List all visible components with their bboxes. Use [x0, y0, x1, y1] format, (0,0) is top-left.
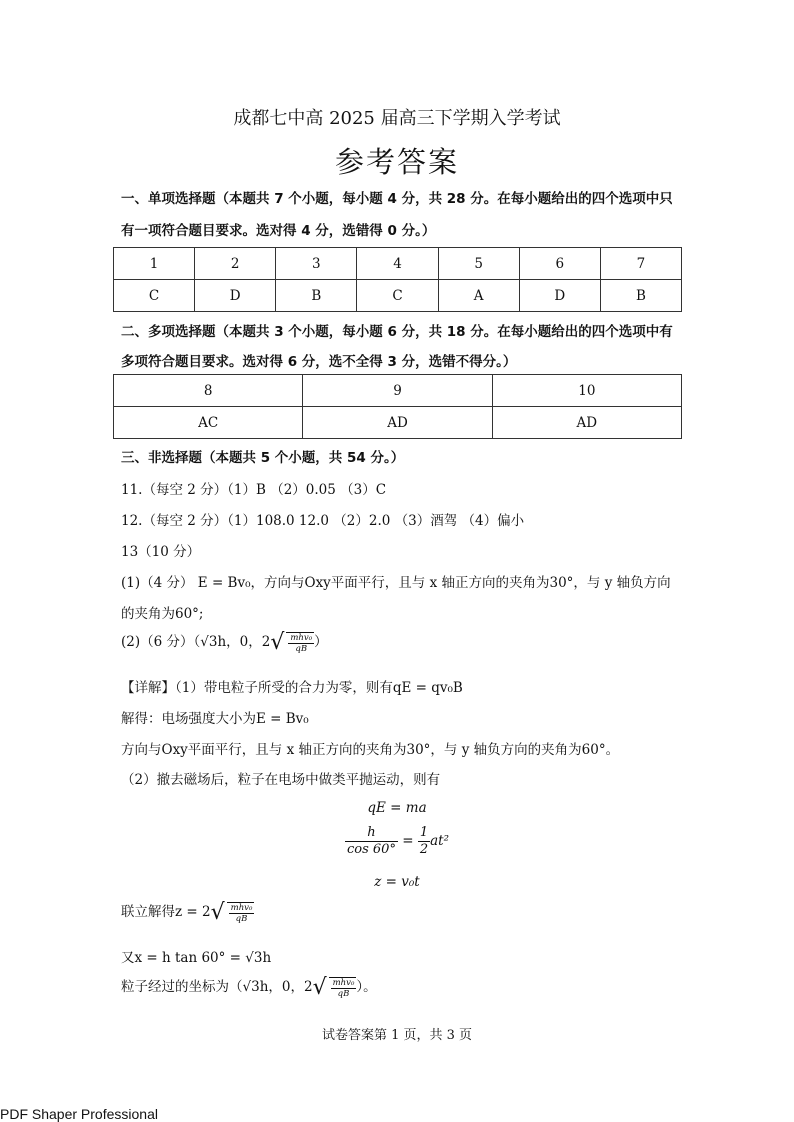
single-choice-answer-table	[113, 247, 682, 312]
answer-cell: D	[195, 280, 276, 312]
answer-cell: AC	[114, 407, 303, 439]
answer-key-heading: 参考答案	[334, 145, 459, 179]
answer-cell: D	[519, 280, 600, 312]
q13-part1-answer: (1)（4 分） E = Bv₀，方向与Oxy平面平行，且与 x 轴正方向的夹角为30°，与 y 轴负方向	[121, 575, 671, 591]
fraction-denominator: cos 60°	[346, 842, 396, 857]
answer-cell: AD	[492, 407, 681, 439]
detail-line-4: （2）撤去磁场后，粒子在电场中做类平抛运动，则有	[121, 772, 441, 788]
table-row	[114, 280, 682, 312]
solve-z-prefix: 联立解得z = 2	[121, 904, 211, 920]
sqrt-symbol: √	[210, 900, 225, 925]
equation-rhs: at²	[430, 833, 450, 849]
detail-line-3: 方向与Oxy平面平行，且与 x 轴正方向的夹角为30°，与 y 轴负方向的夹角为60°。	[121, 742, 620, 758]
equals-sign: =	[397, 833, 418, 849]
table-row	[114, 407, 682, 439]
detail-line-1: 【详解】（1）带电粒子所受的合力为零，则有qE = qv₀B	[121, 680, 463, 696]
page-footer: 试卷答案第 1 页，共 3 页	[321, 1028, 473, 1043]
answer-cell: C	[357, 280, 438, 312]
table-row	[114, 248, 682, 280]
question-number-cell: 2	[195, 248, 276, 280]
section3-heading: 三、非选择题（本题共 5 个小题，共 54 分。）	[121, 450, 405, 466]
section1-instructions-line2: 有一项符合题目要求。选对得 4 分，选错得 0 分。）	[121, 223, 436, 239]
answer-cell: C	[114, 280, 195, 312]
fraction	[418, 825, 430, 858]
x-coordinate-line: 又x = h tan 60° = √3h	[121, 950, 272, 966]
section2-instructions-line2: 多项符合题目要求。选对得 6 分，选不全得 3 分，选错不得分。）	[121, 354, 517, 370]
fraction-numerator: h	[345, 825, 398, 842]
question-number-cell: 7	[600, 248, 681, 280]
table-row	[114, 375, 682, 407]
answer-cell: AD	[303, 407, 492, 439]
question-number-cell: 8	[114, 375, 303, 407]
equation-3: z = v₀t	[374, 874, 420, 890]
multiple-choice-answer-table	[113, 374, 682, 439]
question-number-cell: 4	[357, 248, 438, 280]
fraction-numerator: mhv₀	[332, 977, 355, 988]
sqrt-symbol: √	[270, 630, 285, 655]
fraction	[288, 633, 314, 654]
section2-instructions-line1: 二、多项选择题（本题共 3 个小题，每小题 6 分，共 18 分。在每小题给出的四个选项中有	[121, 324, 673, 340]
detail-line-2: 解得：电场强度大小为E = Bv₀	[121, 711, 309, 727]
fraction-numerator: mhv₀	[230, 902, 253, 913]
answer-cell: B	[600, 280, 681, 312]
solve-z-line	[121, 900, 254, 925]
fraction-denominator: qB	[337, 988, 350, 999]
final-coordinate-line	[121, 975, 377, 1000]
q13-part2-prefix: (2)（6 分）（√3h，0，2	[121, 634, 271, 650]
question-number-cell: 6	[519, 248, 600, 280]
question-number-cell: 10	[492, 375, 681, 407]
fraction	[345, 825, 398, 858]
exam-title: 成都七中高 2025 届高三下学期入学考试	[233, 108, 561, 129]
sqrt-symbol: √	[312, 975, 327, 1000]
answer-cell: B	[276, 280, 357, 312]
q13-heading: 13（10 分）	[121, 544, 201, 560]
final-coordinate-suffix: ）。	[356, 979, 377, 995]
sqrt-radicand	[329, 977, 357, 999]
final-coordinate-prefix: 粒子经过的坐标为（√3h，0，2	[121, 979, 313, 995]
fraction-numerator: 1	[419, 825, 429, 840]
answer-cell: A	[438, 280, 519, 312]
sqrt-radicand	[286, 632, 314, 654]
fraction-denominator: qB	[235, 913, 248, 924]
question-number-cell: 5	[438, 248, 519, 280]
equation-1: qE = ma	[367, 800, 427, 816]
section1-instructions-line1: 一、单项选择题（本题共 7 个小题，每小题 4 分，共 28 分。在每小题给出的四个选项中只	[121, 191, 673, 207]
fraction-denominator: qB	[295, 643, 308, 654]
watermark: PDF Shaper Professional	[0, 1106, 158, 1122]
question-number-cell: 3	[276, 248, 357, 280]
q13-part2-suffix: ）	[314, 634, 328, 650]
sqrt-radicand	[227, 902, 255, 924]
equation-2	[0, 825, 794, 858]
fraction-denominator: 2	[419, 842, 429, 857]
q11-answers: 11.（每空 2 分）（1）B （2）0.05 （3）C	[121, 482, 387, 498]
fraction	[229, 903, 255, 924]
q13-part2-answer	[121, 630, 328, 655]
q12-answers: 12.（每空 2 分）（1）108.0 12.0 （2）2.0 （3）酒驾 （4）偏小	[121, 513, 525, 529]
fraction-numerator: mhv₀	[290, 632, 313, 643]
fraction	[331, 978, 357, 999]
question-number-cell: 9	[303, 375, 492, 407]
q13-part1-answer-cont: 的夹角为60°;	[121, 606, 204, 622]
question-number-cell: 1	[114, 248, 195, 280]
